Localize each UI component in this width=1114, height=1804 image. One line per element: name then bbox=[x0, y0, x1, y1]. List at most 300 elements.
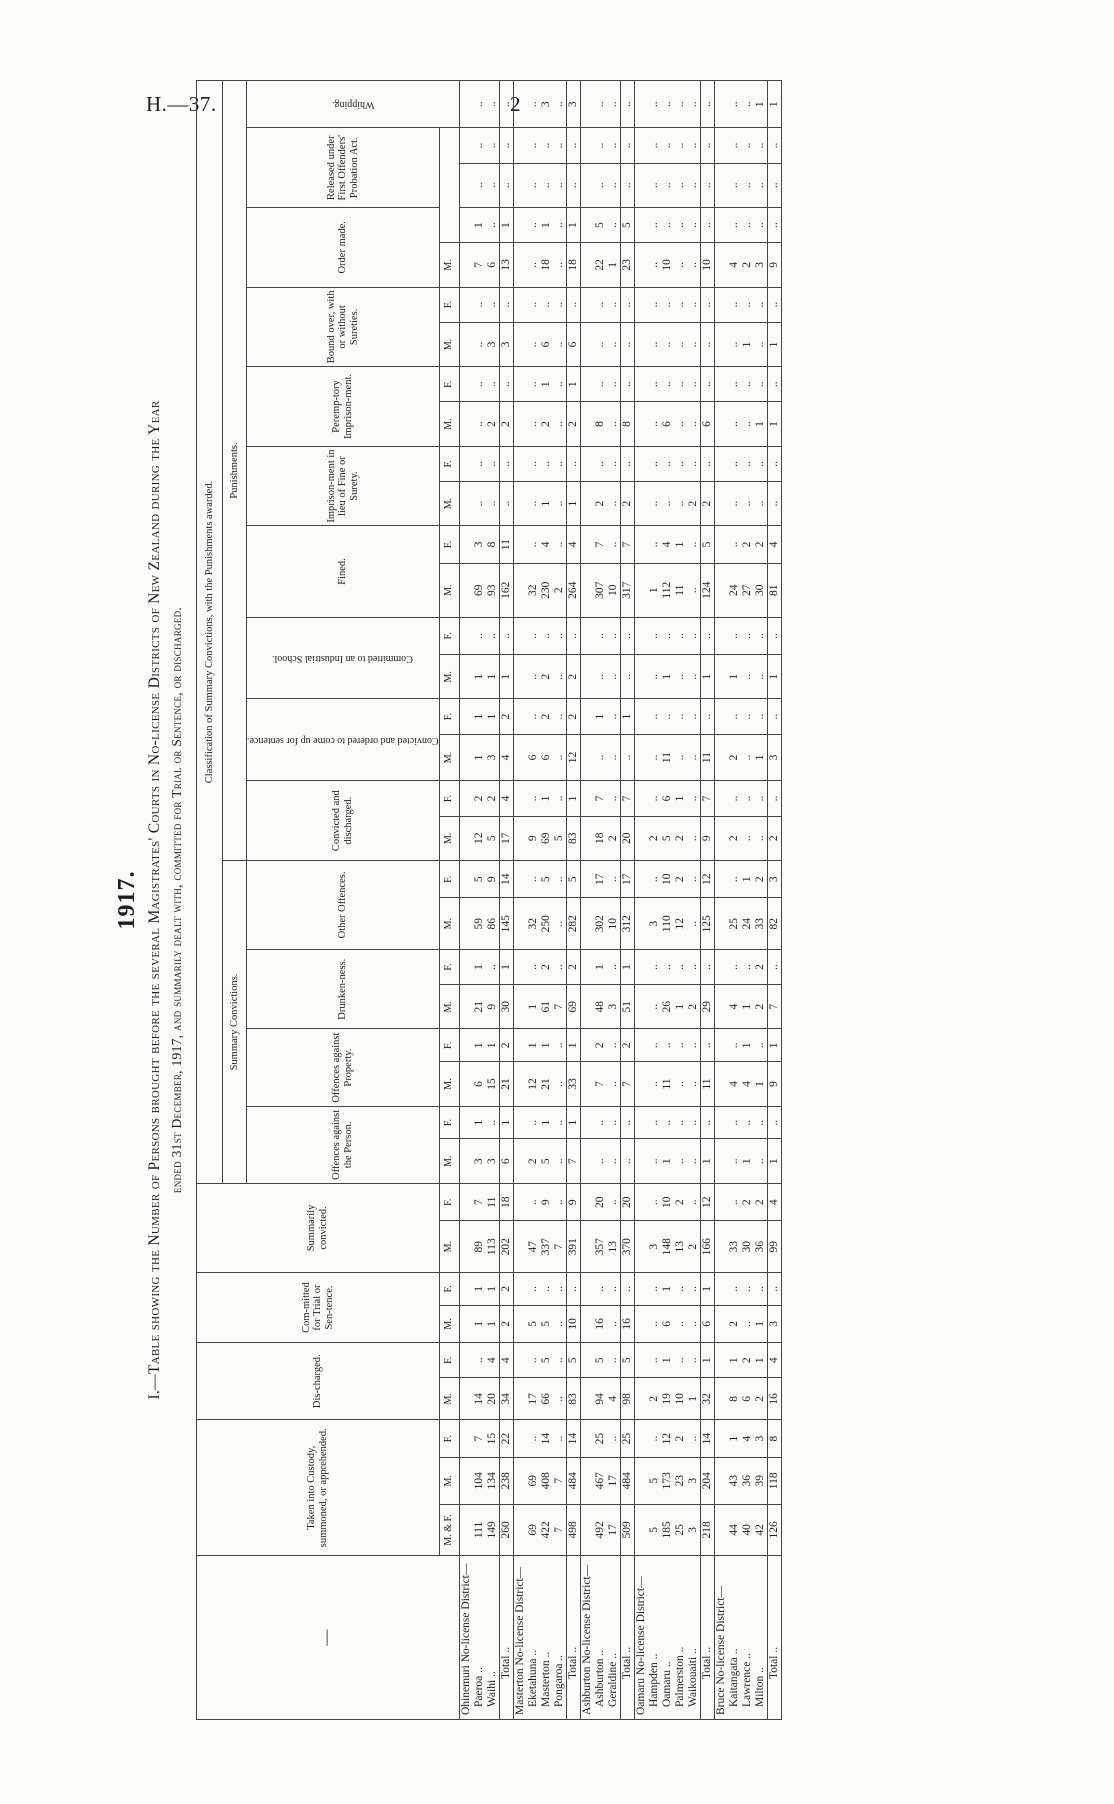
value-cell bbox=[459, 81, 499, 128]
data-value: 337 bbox=[539, 1238, 552, 1256]
total-value: 202 bbox=[499, 1221, 513, 1272]
data-value: .. bbox=[526, 1199, 539, 1206]
total-value: 3 bbox=[767, 734, 781, 781]
data-value: .. bbox=[606, 876, 619, 883]
value-cell bbox=[714, 163, 767, 207]
data-value: .. bbox=[673, 101, 686, 108]
data-value: .. bbox=[727, 421, 740, 427]
total-value: 83 bbox=[566, 816, 580, 860]
data-value: .. bbox=[727, 876, 740, 883]
value-cell bbox=[634, 481, 700, 525]
value-cell bbox=[459, 781, 499, 816]
data-value: 302 bbox=[593, 915, 606, 933]
data-value: .. bbox=[647, 301, 660, 308]
data-value: .. bbox=[727, 182, 740, 189]
value-cell bbox=[714, 655, 767, 699]
value-cell bbox=[580, 287, 620, 322]
data-value: .. bbox=[740, 101, 753, 108]
data-value: .. bbox=[526, 795, 539, 802]
col-other: Other Offences. bbox=[247, 861, 440, 950]
data-value: .. bbox=[647, 421, 660, 427]
sex-subheader: M. bbox=[439, 322, 459, 366]
data-value: .. bbox=[647, 1042, 660, 1049]
data-value: 25 bbox=[727, 917, 740, 930]
col-drunkenness: Drunken-ness. bbox=[247, 949, 440, 1029]
data-value: 1 bbox=[485, 1042, 498, 1049]
total-value: 82 bbox=[767, 898, 781, 949]
data-value: 1 bbox=[472, 222, 485, 228]
total-value: .. bbox=[499, 128, 513, 163]
data-value: .. bbox=[753, 1119, 766, 1126]
total-value: 1 bbox=[767, 1139, 781, 1183]
data-value: .. bbox=[606, 795, 619, 802]
data-value: 422 bbox=[539, 1521, 552, 1539]
data-value: .. bbox=[740, 301, 753, 308]
data-value: 4 bbox=[740, 1435, 753, 1442]
sex-subheader: F. bbox=[439, 949, 459, 984]
sex-subheader: M. bbox=[439, 1139, 459, 1183]
data-value: 3 bbox=[485, 1158, 498, 1165]
total-value: .. bbox=[767, 163, 781, 207]
total-value: 118 bbox=[767, 1457, 781, 1504]
data-value: .. bbox=[647, 1321, 660, 1327]
data-value: .. bbox=[740, 142, 753, 149]
data-value: 25 bbox=[593, 1432, 606, 1445]
data-value: .. bbox=[673, 754, 686, 761]
data-value: .. bbox=[660, 222, 673, 228]
total-value: .. bbox=[566, 446, 580, 481]
value-cell bbox=[634, 1106, 700, 1139]
data-value: 7 bbox=[472, 1435, 485, 1442]
district-name bbox=[580, 1556, 620, 1720]
data-value: 44 bbox=[727, 1524, 740, 1536]
value-cell bbox=[513, 1343, 566, 1378]
page-number: 2 bbox=[510, 92, 521, 116]
data-value: 1 bbox=[526, 1003, 539, 1010]
data-value: .. bbox=[526, 222, 539, 228]
data-value: 1 bbox=[539, 222, 552, 228]
value-cell bbox=[634, 655, 700, 699]
sex-subheader: M. bbox=[439, 985, 459, 1029]
data-value: .. bbox=[727, 460, 740, 467]
data-value: .. bbox=[727, 1158, 740, 1165]
data-value: 250 bbox=[539, 915, 552, 933]
data-value: 89 bbox=[472, 1240, 485, 1253]
data-value: 7 bbox=[593, 541, 606, 548]
data-value: .. bbox=[727, 341, 740, 348]
data-value: 12 bbox=[660, 1432, 673, 1445]
data-value: 2 bbox=[753, 541, 766, 548]
col-bound-over: Bound over, with or without Sureties. bbox=[247, 287, 440, 367]
data-value: .. bbox=[593, 1158, 606, 1165]
total-value: .. bbox=[499, 617, 513, 654]
total-value: 33 bbox=[566, 1062, 580, 1106]
sex-subheader: M. bbox=[439, 816, 459, 860]
data-value: 1 bbox=[472, 1285, 485, 1292]
data-value: .. bbox=[647, 341, 660, 348]
col-whipping: Whipping. bbox=[247, 81, 460, 128]
data-value: 5 bbox=[485, 835, 498, 842]
value-cell bbox=[459, 402, 499, 446]
total-value: .. bbox=[700, 208, 714, 243]
data-value: .. bbox=[740, 835, 753, 842]
data-value: 5 bbox=[539, 1321, 552, 1327]
data-value: .. bbox=[673, 1081, 686, 1087]
data-value: 10 bbox=[660, 1196, 673, 1208]
data-value: 1 bbox=[472, 754, 485, 761]
data-value: 2 bbox=[727, 1321, 740, 1327]
total-value: 1 bbox=[700, 1139, 714, 1183]
data-value: 4 bbox=[539, 541, 552, 548]
total-value: 9 bbox=[566, 1183, 580, 1220]
data-value: .. bbox=[686, 460, 699, 467]
value-cell bbox=[580, 81, 620, 128]
total-value: .. bbox=[767, 1272, 781, 1305]
data-value: 69 bbox=[526, 1524, 539, 1536]
total-value: 1 bbox=[700, 1272, 714, 1305]
data-value: .. bbox=[740, 964, 753, 970]
col-taken: Taken into Custody, summoned, or apprehended. bbox=[197, 1420, 440, 1556]
total-value: 14 bbox=[566, 1420, 580, 1457]
sub-district-name: Milton .. bbox=[753, 1667, 766, 1707]
value-cell bbox=[580, 526, 620, 563]
data-value: .. bbox=[686, 301, 699, 308]
total-label: Total .. bbox=[767, 1556, 781, 1720]
data-value: .. bbox=[472, 460, 485, 467]
total-value: .. bbox=[700, 617, 714, 654]
total-value: 4 bbox=[767, 1183, 781, 1220]
value-cell bbox=[513, 322, 566, 366]
data-value: .. bbox=[740, 1321, 753, 1327]
data-value: .. bbox=[673, 1042, 686, 1049]
value-cell bbox=[714, 287, 767, 322]
value-cell bbox=[459, 985, 499, 1029]
data-value: 9 bbox=[539, 1199, 552, 1206]
value-cell bbox=[714, 128, 767, 163]
sub-district-name: Lawrence .. bbox=[740, 1653, 753, 1707]
data-value: 1 bbox=[472, 964, 485, 970]
value-cell bbox=[714, 1106, 767, 1139]
value-cell bbox=[714, 243, 767, 287]
total-value: 484 bbox=[620, 1457, 634, 1504]
sex-subheader: M. bbox=[439, 898, 459, 949]
value-cell bbox=[634, 128, 700, 163]
total-value: 126 bbox=[767, 1504, 781, 1555]
data-value: 36 bbox=[753, 1240, 766, 1253]
sex-subheader: M. bbox=[439, 1378, 459, 1420]
data-value: .. bbox=[647, 1435, 660, 1442]
data-value: .. bbox=[727, 1199, 740, 1206]
data-value: 111 bbox=[472, 1521, 485, 1539]
data-value: 11 bbox=[660, 1078, 673, 1090]
value-cell bbox=[634, 243, 700, 287]
data-value: 6 bbox=[539, 754, 552, 761]
data-value: 1 bbox=[485, 1285, 498, 1292]
col-summarily: Summarily convicted. bbox=[197, 1183, 440, 1272]
data-value: .. bbox=[686, 341, 699, 348]
total-value: .. bbox=[499, 481, 513, 525]
data-value: .. bbox=[606, 101, 619, 108]
data-value: 2 bbox=[673, 1435, 686, 1442]
data-value: 66 bbox=[539, 1393, 552, 1405]
data-value: .. bbox=[647, 381, 660, 388]
data-value: .. bbox=[660, 1042, 673, 1049]
sex-subheader: M. bbox=[439, 481, 459, 525]
data-value: 17 bbox=[606, 1524, 619, 1536]
total-value: 1 bbox=[700, 655, 714, 699]
total-value: 4 bbox=[499, 781, 513, 816]
data-value: 69 bbox=[539, 832, 552, 845]
data-value: 25 bbox=[673, 1524, 686, 1536]
value-cell bbox=[580, 1029, 620, 1062]
data-value: 2 bbox=[753, 964, 766, 970]
data-value: 3 bbox=[753, 261, 766, 268]
value-cell bbox=[459, 563, 499, 617]
data-value: .. bbox=[727, 381, 740, 388]
total-value: 2 bbox=[620, 1029, 634, 1062]
data-value: .. bbox=[686, 1285, 699, 1292]
data-value: 8 bbox=[727, 1395, 740, 1402]
total-value: 7 bbox=[620, 526, 634, 563]
data-value: .. bbox=[660, 142, 673, 149]
total-value: .. bbox=[620, 128, 634, 163]
data-value: .. bbox=[526, 500, 539, 507]
value-cell bbox=[634, 1305, 700, 1342]
total-value: 9 bbox=[767, 1062, 781, 1106]
data-value: .. bbox=[753, 460, 766, 467]
value-cell bbox=[513, 898, 566, 949]
data-value: .. bbox=[552, 101, 565, 108]
total-value: .. bbox=[620, 163, 634, 207]
sub-district-name: Oamaru .. bbox=[660, 1661, 673, 1707]
value-cell bbox=[513, 816, 566, 860]
value-cell bbox=[459, 1183, 499, 1220]
value-cell bbox=[459, 1062, 499, 1106]
data-value: .. bbox=[606, 1285, 619, 1292]
data-value: .. bbox=[526, 460, 539, 467]
value-cell bbox=[714, 402, 767, 446]
value-cell bbox=[459, 1378, 499, 1420]
value-cell bbox=[513, 1457, 566, 1504]
data-value: .. bbox=[660, 964, 673, 970]
total-value: 12 bbox=[700, 1183, 714, 1220]
data-value: 2 bbox=[606, 835, 619, 842]
data-value: 4 bbox=[727, 1003, 740, 1010]
total-value: .. bbox=[767, 208, 781, 243]
total-value: 6 bbox=[700, 402, 714, 446]
total-value: 125 bbox=[700, 898, 714, 949]
data-value: .. bbox=[727, 142, 740, 149]
total-value: 11 bbox=[700, 734, 714, 781]
data-value: .. bbox=[686, 381, 699, 388]
value-cell bbox=[513, 163, 566, 207]
data-value: 4 bbox=[485, 1357, 498, 1364]
total-value: 317 bbox=[620, 563, 634, 617]
total-value: 3 bbox=[566, 81, 580, 128]
value-cell bbox=[513, 617, 566, 654]
data-value: .. bbox=[606, 1158, 619, 1165]
total-value: 99 bbox=[767, 1221, 781, 1272]
data-value: 5 bbox=[552, 835, 565, 842]
data-value: 10 bbox=[660, 259, 673, 271]
value-cell bbox=[580, 446, 620, 481]
total-value: .. bbox=[620, 367, 634, 402]
value-cell bbox=[714, 81, 767, 128]
data-value: .. bbox=[606, 632, 619, 639]
total-value: .. bbox=[620, 617, 634, 654]
data-value: 2 bbox=[753, 1199, 766, 1206]
data-value: .. bbox=[485, 632, 498, 639]
data-value: .. bbox=[753, 835, 766, 842]
data-value: 69 bbox=[526, 1475, 539, 1487]
total-value: 1 bbox=[499, 208, 513, 243]
data-value: 22 bbox=[593, 259, 606, 271]
col-conv-ordered: Convicted and ordered to come up for sentence. bbox=[247, 699, 440, 781]
data-value: .. bbox=[526, 142, 539, 149]
total-label: Total .. bbox=[566, 1556, 580, 1720]
data-value: 2 bbox=[740, 1357, 753, 1364]
total-value: 5 bbox=[566, 861, 580, 898]
total-value: .. bbox=[620, 1272, 634, 1305]
total-value: 1 bbox=[566, 481, 580, 525]
value-cell bbox=[459, 163, 499, 207]
value-cell bbox=[634, 861, 700, 898]
value-cell bbox=[580, 1221, 620, 1272]
data-value: 1 bbox=[753, 421, 766, 427]
data-value: 16 bbox=[593, 1318, 606, 1330]
value-cell bbox=[714, 446, 767, 481]
year-heading: 1917. bbox=[114, 870, 140, 930]
value-cell bbox=[459, 898, 499, 949]
data-value: 4 bbox=[727, 261, 740, 268]
data-value: 42 bbox=[753, 1524, 766, 1536]
data-value: .. bbox=[673, 261, 686, 268]
value-cell bbox=[634, 1457, 700, 1504]
value-cell bbox=[580, 949, 620, 984]
data-value: 3 bbox=[472, 1158, 485, 1165]
data-value: .. bbox=[686, 1119, 699, 1126]
sub-district-name: Hampden .. bbox=[647, 1653, 660, 1707]
data-value: 2 bbox=[552, 587, 565, 594]
value-cell bbox=[459, 1305, 499, 1342]
data-value: .. bbox=[606, 341, 619, 348]
data-value: .. bbox=[673, 1357, 686, 1364]
data-value: .. bbox=[593, 301, 606, 308]
total-value: 238 bbox=[499, 1457, 513, 1504]
data-value: .. bbox=[740, 222, 753, 228]
data-value: 2 bbox=[727, 754, 740, 761]
district-name bbox=[714, 1556, 767, 1720]
data-value: .. bbox=[606, 301, 619, 308]
data-value: 10 bbox=[673, 1393, 686, 1405]
table-body bbox=[459, 81, 781, 1720]
data-value: .. bbox=[673, 341, 686, 348]
data-value: .. bbox=[606, 460, 619, 467]
data-value: .. bbox=[485, 142, 498, 149]
data-value: .. bbox=[606, 142, 619, 149]
value-cell bbox=[580, 617, 620, 654]
sex-subheader: M. bbox=[439, 243, 459, 287]
data-value: .. bbox=[593, 632, 606, 639]
value-cell bbox=[580, 898, 620, 949]
data-value: .. bbox=[606, 964, 619, 970]
data-value: .. bbox=[660, 381, 673, 388]
sex-subheader: M. bbox=[439, 1221, 459, 1272]
value-cell bbox=[459, 128, 499, 163]
total-value: 12 bbox=[566, 734, 580, 781]
data-value: .. bbox=[647, 1119, 660, 1126]
data-value: 1 bbox=[660, 1285, 673, 1292]
data-value: .. bbox=[552, 1357, 565, 1364]
data-value: .. bbox=[647, 1199, 660, 1206]
data-value: 61 bbox=[539, 1001, 552, 1013]
data-value: .. bbox=[753, 1158, 766, 1165]
data-value: 2 bbox=[753, 1003, 766, 1010]
value-cell bbox=[513, 1183, 566, 1220]
total-value: .. bbox=[566, 287, 580, 322]
total-value: 12 bbox=[700, 861, 714, 898]
data-value: 1 bbox=[740, 1003, 753, 1010]
data-value: .. bbox=[593, 182, 606, 189]
total-value: 2 bbox=[499, 699, 513, 734]
data-value: 2 bbox=[740, 1199, 753, 1206]
data-value: 20 bbox=[485, 1393, 498, 1405]
mf-header-row bbox=[439, 81, 459, 1720]
sex-subheader: M. bbox=[439, 1457, 459, 1504]
data-value: .. bbox=[552, 1081, 565, 1087]
data-value: .. bbox=[485, 101, 498, 108]
value-cell bbox=[513, 1029, 566, 1062]
data-value: 5 bbox=[647, 1477, 660, 1484]
data-value: 5 bbox=[526, 1321, 539, 1327]
data-value: 3 bbox=[647, 920, 660, 927]
value-cell bbox=[580, 1420, 620, 1457]
value-cell bbox=[580, 367, 620, 402]
data-value: .. bbox=[660, 713, 673, 720]
data-value: .. bbox=[686, 920, 699, 927]
value-cell bbox=[634, 734, 700, 781]
total-value: .. bbox=[499, 446, 513, 481]
data-value: 9 bbox=[485, 1003, 498, 1010]
total-value: 23 bbox=[620, 243, 634, 287]
data-value: .. bbox=[686, 182, 699, 189]
data-value: .. bbox=[647, 1003, 660, 1010]
data-value: 11 bbox=[485, 1196, 498, 1208]
data-value: 2 bbox=[647, 835, 660, 842]
data-value: .. bbox=[526, 1435, 539, 1442]
value-cell bbox=[459, 949, 499, 984]
total-value: 9 bbox=[700, 816, 714, 860]
data-value: 2 bbox=[539, 673, 552, 680]
value-cell bbox=[634, 163, 700, 207]
value-cell bbox=[634, 985, 700, 1029]
data-value: .. bbox=[552, 541, 565, 548]
data-value: .. bbox=[526, 1119, 539, 1126]
data-value: 7 bbox=[593, 795, 606, 802]
value-cell bbox=[459, 655, 499, 699]
value-cell bbox=[580, 734, 620, 781]
value-cell bbox=[459, 861, 499, 898]
data-value: 10 bbox=[606, 917, 619, 930]
total-value: 260 bbox=[499, 1504, 513, 1555]
data-value: .. bbox=[472, 301, 485, 308]
data-value: .. bbox=[660, 101, 673, 108]
data-value: .. bbox=[552, 1199, 565, 1206]
data-value: 2 bbox=[647, 1395, 660, 1402]
total-value: 21 bbox=[499, 1062, 513, 1106]
data-value: .. bbox=[647, 632, 660, 639]
data-value: 33 bbox=[727, 1240, 740, 1253]
